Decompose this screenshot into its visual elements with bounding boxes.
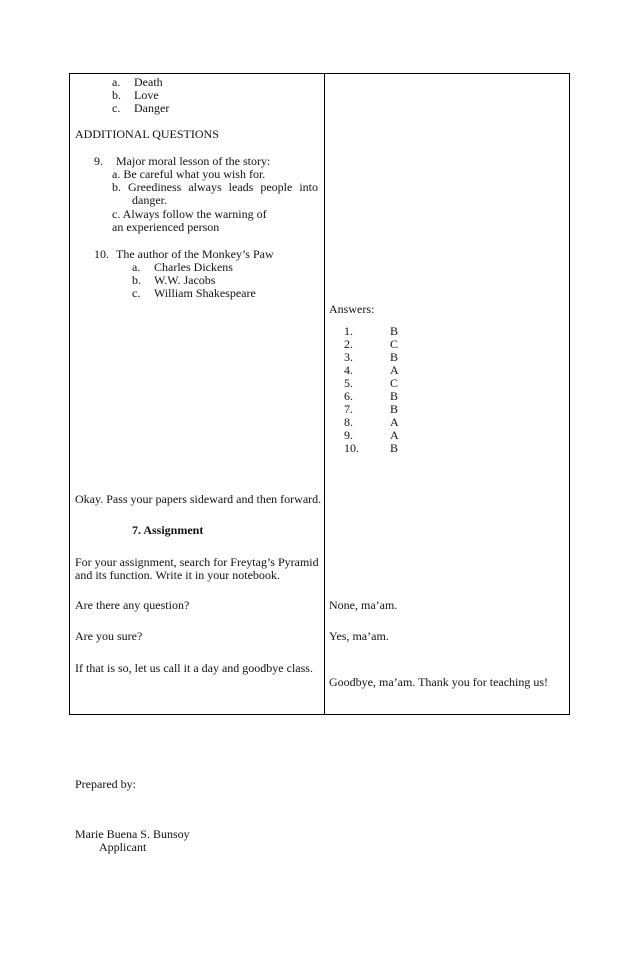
answer-row: 7. B xyxy=(344,402,399,416)
teacher-question-1: Are there any question? xyxy=(75,598,190,612)
question-9-option-a: a. Be careful what you wish for. xyxy=(112,167,266,181)
teacher-closing: If that is so, let us call it a day and goodbye class. xyxy=(75,661,313,675)
assignment-line-2: and its function. Write it in your notebook. xyxy=(75,568,280,582)
answer-row: 3. B xyxy=(344,350,399,364)
option-a: a. Death xyxy=(112,75,163,89)
lesson-plan-table xyxy=(69,73,570,715)
question-9-option-c-cont: an experienced person xyxy=(112,220,220,234)
student-closing: Goodbye, ma’am. Thank you for teaching us! xyxy=(329,675,549,689)
question-9: 9. Major moral lesson of the story: xyxy=(94,154,271,168)
question-10: 10. The author of the Monkey’s Paw xyxy=(94,247,274,261)
additional-questions-heading: ADDITIONAL QUESTIONS xyxy=(75,127,219,141)
answer-row: 2. C xyxy=(344,337,399,351)
answer-row: 5. C xyxy=(344,376,399,390)
answer-key xyxy=(344,324,399,455)
answers-label: Answers: xyxy=(329,302,375,316)
prepared-by-label: Prepared by: xyxy=(75,777,136,791)
answer-row: 9. A xyxy=(344,428,399,442)
teacher-question-2: Are you sure? xyxy=(75,629,143,643)
assignment-heading: 7. Assignment xyxy=(132,523,204,537)
answer-row: 4. A xyxy=(344,363,399,377)
question-10-option-a: a. Charles Dickens xyxy=(132,260,233,274)
pass-papers-text: Okay. Pass your papers sideward and then forward. xyxy=(75,492,322,506)
question-9-option-c: c. Always follow the warning of xyxy=(112,207,267,221)
question-10-option-b: b. W.W. Jacobs xyxy=(132,273,216,287)
answer-row: 6. B xyxy=(344,389,399,403)
answer-row: 1. B xyxy=(344,324,399,338)
answer-row: 8. A xyxy=(344,415,399,429)
preparer-role: Applicant xyxy=(99,840,147,854)
preparer-name: Marie Buena S. Bunsoy xyxy=(75,827,190,841)
question-9-option-b: b. Greediness always leads people into xyxy=(112,180,318,194)
answer-row: 10. B xyxy=(344,441,399,455)
assignment-line-1: For your assignment, search for Freytag’s Pyramid xyxy=(75,555,319,569)
option-c: c. Danger xyxy=(112,101,170,115)
student-answer-2: Yes, ma’am. xyxy=(329,629,389,643)
question-9-option-b-cont: danger. xyxy=(132,193,167,207)
column-divider xyxy=(324,74,325,714)
student-answer-1: None, ma’am. xyxy=(329,598,398,612)
question-10-option-c: c. William Shakespeare xyxy=(132,286,256,300)
option-b: b. Love xyxy=(112,88,159,102)
